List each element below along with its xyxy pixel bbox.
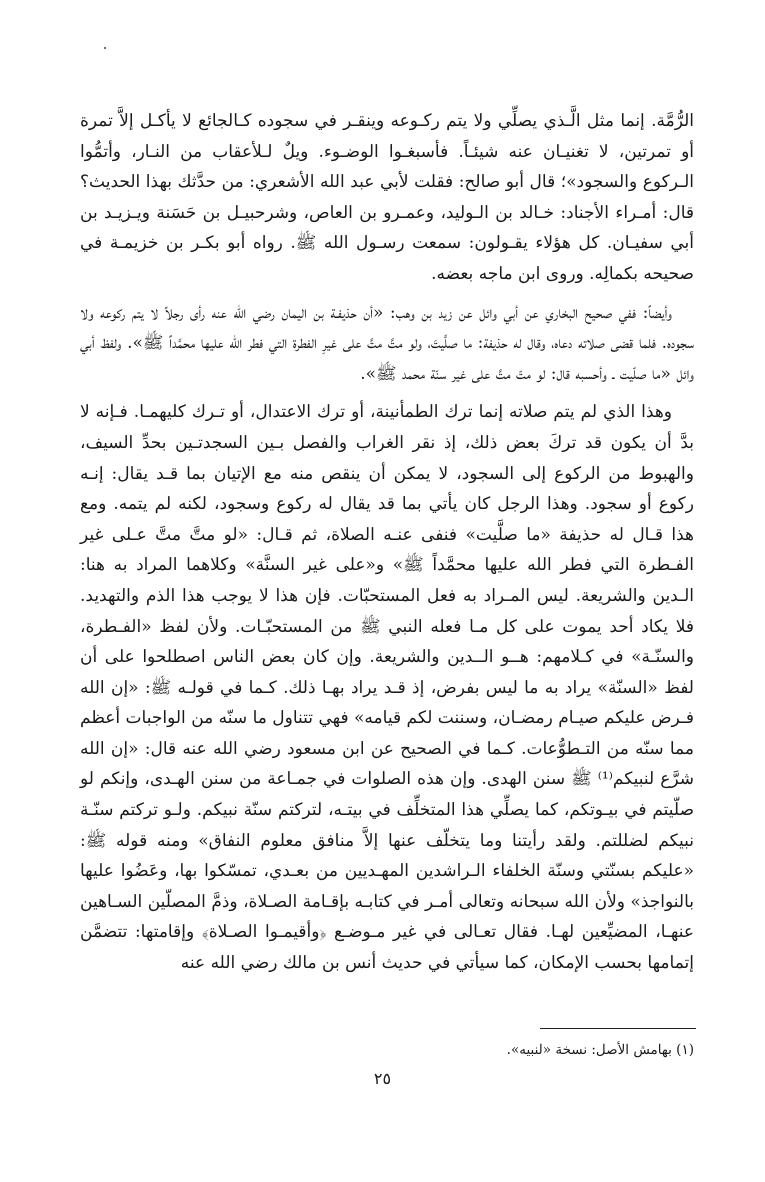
paragraph-3: وهذا الذي لم يتم صلاته إنما ترك الطمأنينة، أو ترك الاعتدال، أو تـرك كليهمـا. فـإنه لا بدَّ أن يكون قد تركَ بعض ذلك، إذ نقر الغراب والفصل بـين السجدتـين بحدِّ السيف، والهبوط من الركوع إلى السجود، لا يمكن أن ينقص منه مع الإتيان بما قـد يقال: إنـه ركوع أو سجود. وهذا الرجل كان يأتي بما قد يقال له ركوع وسجود، لكنه لم يتمه. ومع هذا قـال له حذيفة «ما صلَّيت» فنفى عنـه الصلاة، ثم قـال: «لو متَّ متَّ عـلى غير الفـطرة التي فطر الله عليها محمَّداً ﷺ» و«على غير السنَّة» وكلاهما المراد به هنا: الـدين والشريعة. ليس المـراد به فعل المستحبّات. فإن هذا لا يوجب هذا الذم والتهديد. فلا يكاد أحد يموت على كل مـا فعله النبي ﷺ من المستحبّـات. ولأن لفظ «الفـطرة، والسنّـة» في كـلامهم: هــو الــدين والشريعة. وإن كان بعض الناس اصطلحوا على أن لفظ «السنّة» يراد به ما ليس بفرض، إذ قـد يراد بهـا ذلك. كـما في قولـه ﷺ: «إن الله فـرض عليكم صيـام رمضـان، وسننت لكم قيامه» فهي تتناول ما سنّه من الواجبات أعظم مما سنّه من التـطوُّعات. كـما في الصحيح عن ابن مسعود رضي الله عنه قال: «إن الله شرَّع لنبيكم⁽¹⁾ ﷺ سنن الهدى. وإن هذه الصلوات في جمـاعة من سنن الهـدى، وإنكم لو صلّيتم في بيـوتكم، كما يصلِّي هذا المتخلِّف في بيتـه، لتركتم سنّة نبيكم. ولـو تركتم سنّـة نبيكم لضللتم. ولقد رأيتنا وما يتخلّف عنها إلاَّ منافق معلوم النفاق» ومنه قوله ﷺ: «عليكم بسنّتي وسنّة الخلفاء الـراشدين المهـديين من بعـدي، تمسّكوا بها، وعَضُوا عليها بالنواجذ» ولأن الله سبحانه وتعالى أمـر في كتابـه بإقـامة الصـلاة، وذمَّ المصلّين السـاهين عنهـا، المضيِّعين لهـا. فقال تعـالى في غير مـوضـع ﴿وأقيمـوا الصـلاة﴾ وإقامتها: تتضمَّن إتمامها بحسب الإمكان، كما سيأتي في حديث أنس بن مالك رضي الله عنه — [80, 402, 694, 974]
main-text — [80, 106, 694, 987]
paragraph-1: الرُّمَّة. إنما مثل الَّـذي يصلِّي ولا يتم ركـوعه وينقـر في سجوده كـالجائع لا يأكـل إلاَّ تمرة أو تمرتين، لا تغنيـان عنه شيئـاً. فأسبغـوا الوضـوء. ويلٌ لـلأعقاب من النـار، وأتمُّوا الـركوع والسجود»؛ قال أبو صالح: فقلت لأبي عبد الله الأشعري: من حدَّثك بهذا الحديث؟ قال: أمـراء الأجناد: خـالد بن الـوليد، وعمـرو بن العاص، وشرحبيـل بن حَسَنة ويـزيـد بن أبي سفيـان. كل هؤلاء يقـولون: سمعت رسـول الله ﷺ. رواه أبو بكـر بن خزيمـة في صحيحه بكمالِه. وروى ابن ماجه بعضه. — [80, 111, 694, 284]
scan-speck — [104, 47, 106, 49]
page-number: ٢٥ — [373, 1069, 392, 1088]
paragraph-2: وأيضاً: ففي صحيح البخاري عن أبي وائل عن زيد بن وهب: «أن حذيفـة بن اليمان رضي الله عنه رأى رجلاً لا يتم ركوعه ولا سجوده. فلما قضى صلاته دعاه، وقال له حذيفة: ما صلَّيتَ، ولو متَّ متَّ على غيرِ الفطرة التي فطر الله عليها محمَّداً ﷺ». ولفظ أبي وائل «ما صلّيت ـ وأحسبه قال: لو متّ متَّ على غير سنّة محمد ﷺ». — [80, 302, 694, 384]
footnote-separator — [540, 1028, 696, 1029]
footnote: (١) بهامش الأصل: نسخة «لنبيه». — [506, 1042, 694, 1058]
